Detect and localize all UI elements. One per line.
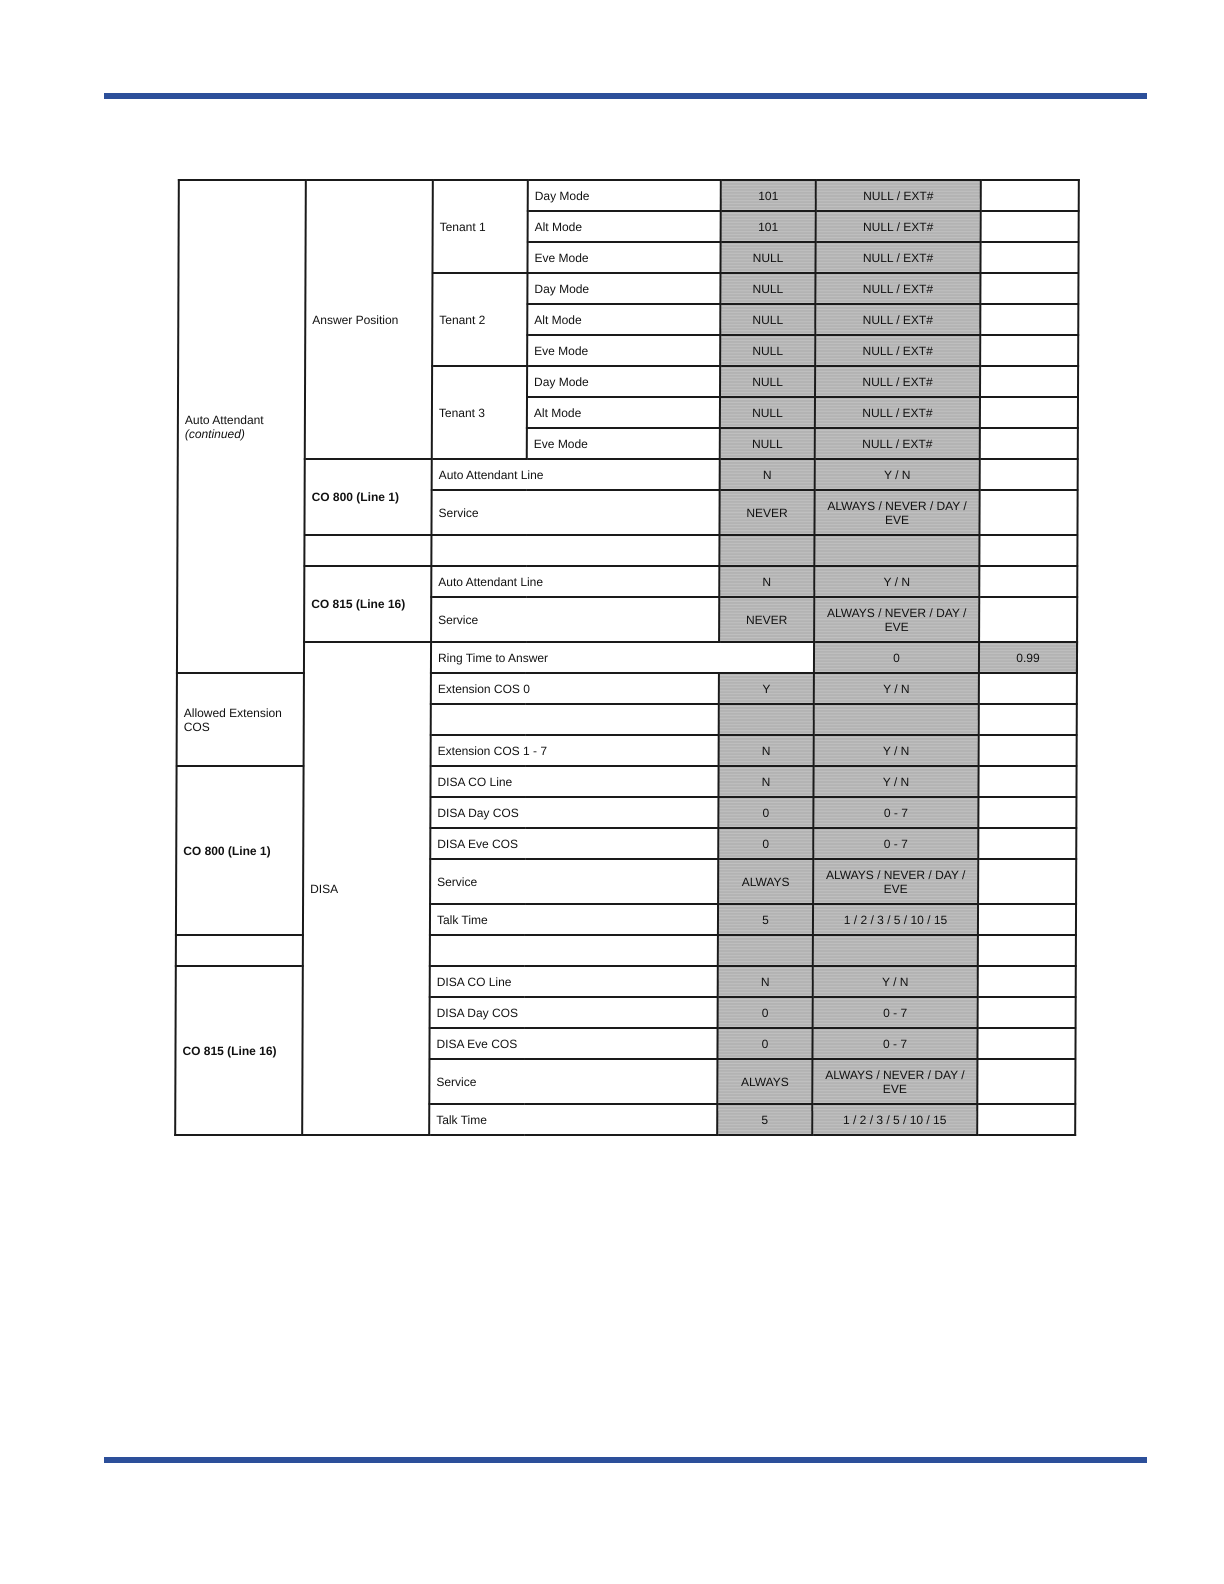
default-value: N <box>719 566 814 597</box>
item-label: Eve Mode <box>527 242 720 273</box>
item-label: Alt Mode <box>527 397 720 428</box>
range-value: NULL / EXT# <box>815 335 980 366</box>
range-value: ALWAYS / NEVER / DAY / EVE <box>813 859 978 904</box>
default-value: N <box>718 766 813 797</box>
blank-cell <box>979 735 1077 766</box>
item-label: Day Mode <box>527 366 720 397</box>
sub-label: Allowed Extension COS <box>177 673 304 766</box>
group-note: (continued) <box>184 426 245 441</box>
blank-cell <box>979 566 1077 597</box>
default-value: ALWAYS <box>717 1059 812 1104</box>
sub-label: Answer Position <box>305 180 433 459</box>
blank-cell <box>430 935 718 966</box>
blank-cell <box>979 597 1077 642</box>
table-row <box>177 642 1077 673</box>
range-value: NULL / EXT# <box>815 242 980 273</box>
blank-cell <box>980 304 1078 335</box>
blank-cell <box>978 828 1076 859</box>
default-value: ALWAYS <box>718 859 813 904</box>
default-value: NULL <box>720 242 815 273</box>
blank-cell <box>980 242 1078 273</box>
item-label: Extension COS 0 <box>431 673 719 704</box>
blank-cell <box>981 180 1079 211</box>
item-label: Auto Attendant Line <box>431 566 719 597</box>
default-value: N <box>720 459 815 490</box>
range-value: Y / N <box>814 566 979 597</box>
tenant-label: Tenant 3 <box>432 366 527 459</box>
range-value: ALWAYS / NEVER / DAY / EVE <box>812 1059 977 1104</box>
default-value: NULL <box>720 366 815 397</box>
blank-cell <box>176 935 303 966</box>
range-value: NULL / EXT# <box>816 211 981 242</box>
blank-cell <box>980 397 1078 428</box>
range-value: NULL / EXT# <box>816 180 981 211</box>
header-rule <box>104 93 1147 99</box>
item-label: DISA Day COS <box>430 997 718 1028</box>
sub-label: CO 800 (Line 1) <box>176 766 304 935</box>
default-value: 101 <box>721 180 816 211</box>
range-value: 0 - 7 <box>813 828 978 859</box>
table-row <box>177 535 1077 566</box>
blank-shaded-cell <box>814 535 979 566</box>
blank-cell <box>978 935 1076 966</box>
blank-cell <box>980 335 1078 366</box>
item-label: Service <box>431 597 719 642</box>
group-cell-auto-attendant <box>177 180 306 673</box>
range-value: Y / N <box>814 673 979 704</box>
range-value: ALWAYS / NEVER / DAY / EVE <box>814 490 979 535</box>
default-value: 0 <box>718 997 813 1028</box>
blank-cell <box>980 459 1078 490</box>
item-label: DISA Eve COS <box>429 1028 717 1059</box>
blank-shaded-cell <box>814 704 979 735</box>
default-value: NEVER <box>719 490 814 535</box>
item-label: DISA Day COS <box>430 797 718 828</box>
range-value: NULL / EXT# <box>815 304 980 335</box>
item-label: Day Mode <box>528 180 721 211</box>
item-label: Service <box>431 490 719 535</box>
range-value: Y / N <box>813 966 978 997</box>
default-value: 0 <box>718 797 813 828</box>
default-value: NEVER <box>719 597 814 642</box>
item-label: Eve Mode <box>527 428 720 459</box>
item-label: Service <box>430 859 718 904</box>
item-label: DISA CO Line <box>430 766 718 797</box>
blank-cell <box>980 273 1078 304</box>
table-row <box>179 180 1079 211</box>
blank-cell <box>981 211 1079 242</box>
default-value: 0 <box>814 642 979 673</box>
tenant-label: Tenant 2 <box>432 273 527 366</box>
default-value: NULL <box>720 397 815 428</box>
item-label: Alt Mode <box>527 304 720 335</box>
blank-cell <box>978 997 1076 1028</box>
default-value: 101 <box>721 211 816 242</box>
default-value: NULL <box>720 304 815 335</box>
range-value: 0.99 <box>979 642 1077 673</box>
default-value: NULL <box>720 273 815 304</box>
group-label: DISA <box>310 881 339 896</box>
sub-label: CO 815 (Line 16) <box>175 966 303 1135</box>
footer-rule <box>104 1457 1147 1463</box>
range-value: Y / N <box>813 766 978 797</box>
item-label: Service <box>429 1059 717 1104</box>
item-label: Talk Time <box>429 1104 717 1135</box>
range-value: Y / N <box>814 735 979 766</box>
sub-label: Ring Time to Answer <box>431 642 814 673</box>
blank-cell <box>977 1059 1075 1104</box>
range-value: NULL / EXT# <box>815 428 980 459</box>
blank-shaded-cell <box>719 704 814 735</box>
blank-shaded-cell <box>718 935 813 966</box>
range-value: 1 / 2 / 3 / 5 / 10 / 15 <box>813 904 978 935</box>
range-value: 0 - 7 <box>812 1028 977 1059</box>
default-value: 0 <box>718 828 813 859</box>
blank-shaded-cell <box>813 935 978 966</box>
blank-cell <box>978 797 1076 828</box>
default-value: 0 <box>717 1028 812 1059</box>
blank-cell <box>979 535 1077 566</box>
blank-cell <box>979 490 1077 535</box>
blank-cell <box>980 366 1078 397</box>
group-label: Auto Attendant <box>184 412 264 427</box>
blank-cell <box>978 966 1076 997</box>
item-label: Alt Mode <box>528 211 721 242</box>
range-value: NULL / EXT# <box>815 366 980 397</box>
blank-cell <box>978 859 1076 904</box>
blank-cell <box>979 704 1077 735</box>
default-value: 5 <box>717 1104 812 1135</box>
range-value: NULL / EXT# <box>815 397 980 428</box>
range-value: ALWAYS / NEVER / DAY / EVE <box>814 597 979 642</box>
item-label: Talk Time <box>430 904 718 935</box>
blank-cell <box>431 535 719 566</box>
blank-cell <box>431 704 719 735</box>
blank-cell <box>978 766 1076 797</box>
default-value: N <box>718 966 813 997</box>
blank-shaded-cell <box>719 535 814 566</box>
blank-cell <box>304 535 431 566</box>
range-value: NULL / EXT# <box>815 273 980 304</box>
item-label: Auto Attendant Line <box>432 459 720 490</box>
default-value: Y <box>719 673 814 704</box>
sub-label: CO 800 (Line 1) <box>304 459 431 535</box>
default-value: N <box>719 735 814 766</box>
blank-cell <box>977 1028 1075 1059</box>
tenant-label: Tenant 1 <box>432 180 527 273</box>
blank-cell <box>977 1104 1075 1135</box>
range-value: Y / N <box>815 459 980 490</box>
range-value: 0 - 7 <box>813 797 978 828</box>
item-label: Extension COS 1 - 7 <box>431 735 719 766</box>
default-value: 5 <box>718 904 813 935</box>
group-cell-disa <box>302 642 431 1135</box>
range-value: 0 - 7 <box>813 997 978 1028</box>
blank-cell <box>978 904 1076 935</box>
range-value: 1 / 2 / 3 / 5 / 10 / 15 <box>812 1104 977 1135</box>
settings-table <box>174 179 1080 1136</box>
item-label: Day Mode <box>527 273 720 304</box>
default-value: NULL <box>720 428 815 459</box>
item-label: DISA Eve COS <box>430 828 718 859</box>
item-label: Eve Mode <box>527 335 720 366</box>
blank-cell <box>979 673 1077 704</box>
default-value: NULL <box>720 335 815 366</box>
sub-label: CO 815 (Line 16) <box>304 566 431 642</box>
blank-cell <box>980 428 1078 459</box>
table-row <box>177 566 1077 597</box>
item-label: DISA CO Line <box>430 966 718 997</box>
table-row <box>178 459 1078 490</box>
